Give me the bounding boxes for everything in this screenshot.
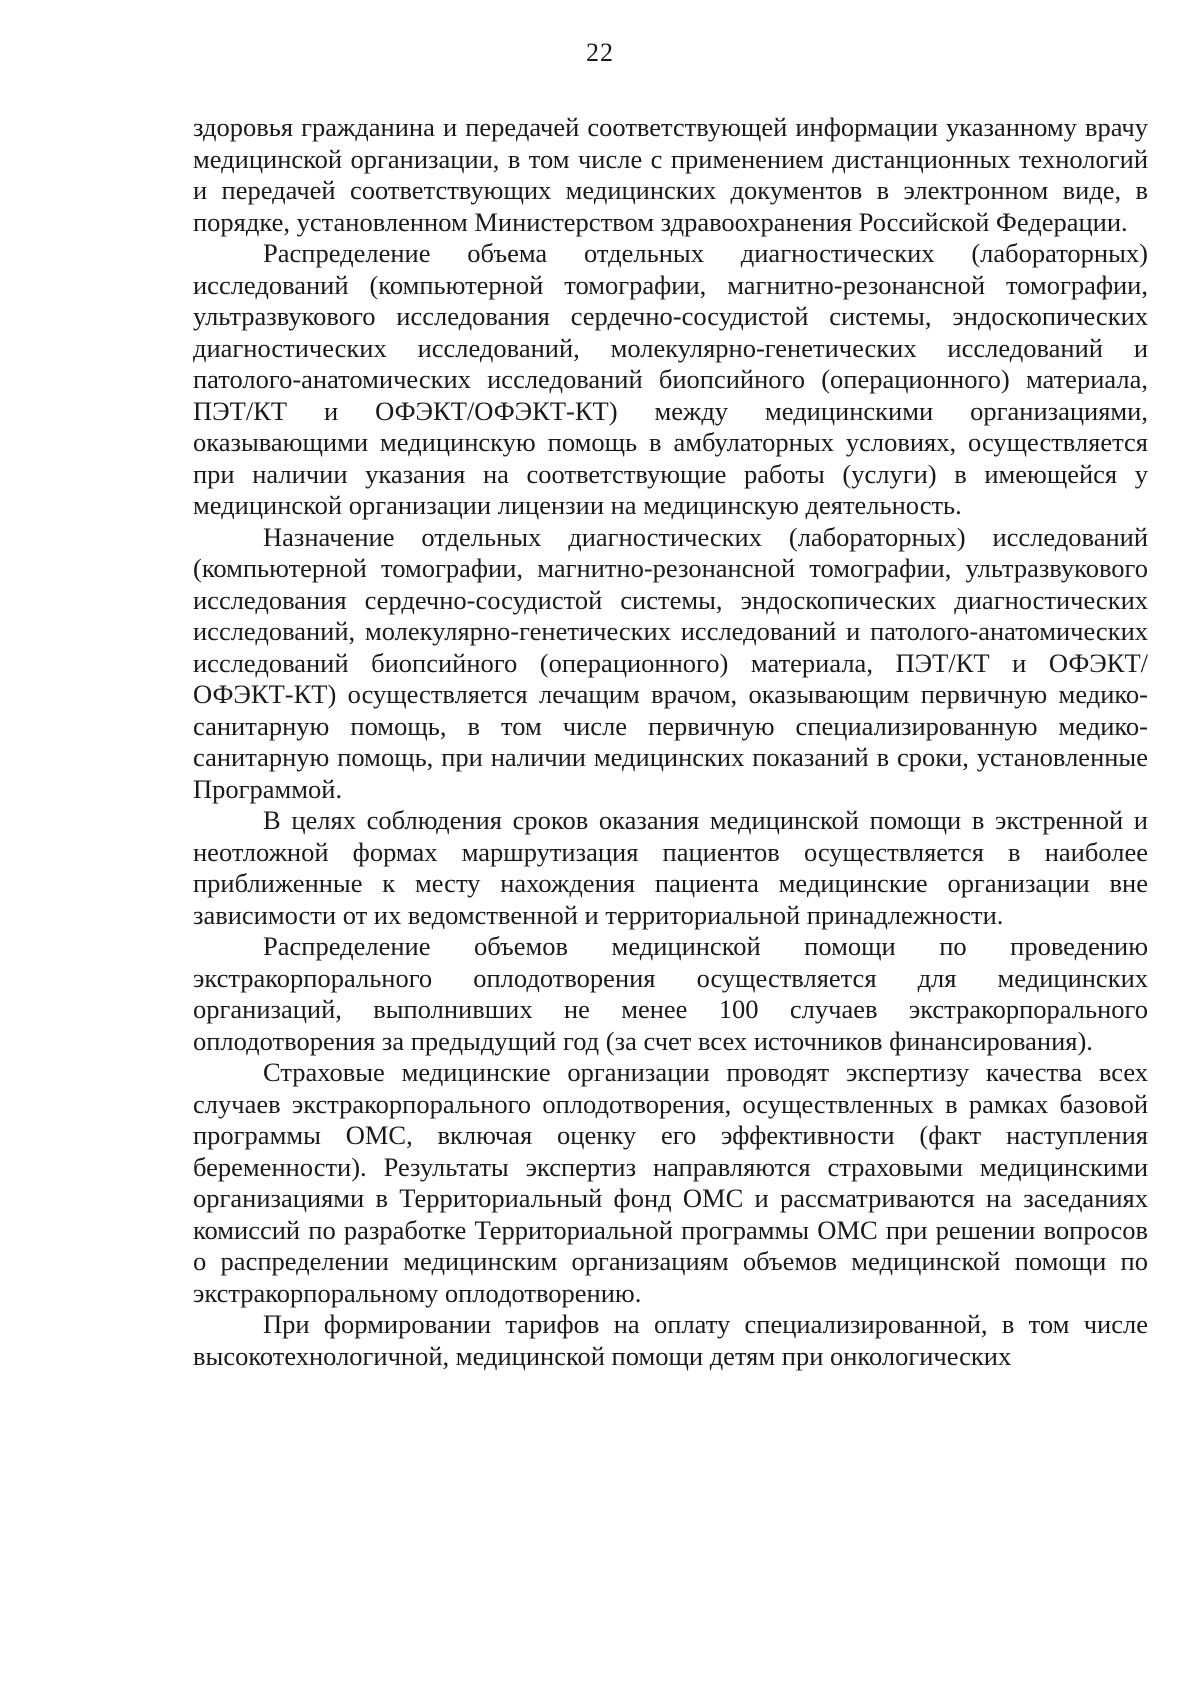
paragraph-1: здоровья гражданина и передачей соответствующей информации указанному врачу медицинской организации, в том числе с применением дистанционных технологий и передачей соответствующих медицинских документов в электронном виде, в порядке, установленном Министерством здравоохранения Российской Федерации.: [193, 112, 1148, 237]
paragraph-5: Распределение объемов медицинской помощи по проведению экстракорпорального оплодотворения осуществляется для медицинских организаций, выполнивших не менее 100 случаев экстракорпорального оплодотворения за предыдущий год (за счет всех источников финансирования).: [193, 931, 1148, 1056]
paragraph-2: Распределение объема отдельных диагностических (лабораторных) исследований (компьютерной томографии, магнитно-резонансной томографии, ультразвукового исследования сердечно-сосудистой системы, эндоскопических диагностических исследований, молекулярно-генетических исследований и патолого-анатомических исследований биопсийного (операционного) материала, ПЭТ/КТ и ОФЭКТ/ОФЭКТ-КТ) между медицинскими организациями, оказывающими медицинскую помощь в амбулаторных условиях, осуществляется при наличии указания на соответствующие работы (услуги) в имеющейся у медицинской организации лицензии на медицинскую деятельность.: [193, 238, 1148, 520]
paragraph-4: В целях соблюдения сроков оказания медицинской помощи в экстренной и неотложной формах маршрутизация пациентов осуществляется в наиболее приближенные к месту нахождения пациента медицинские организации вне зависимости от их ведомственной и территориальной принадлежности.: [193, 805, 1148, 930]
paragraph-3: Назначение отдельных диагностических (лабораторных) исследований (компьютерной томографии, магнитно-резонансной томографии, ультразвукового исследования сердечно-сосудистой системы, эндоскопических диагностических исследований, молекулярно-генетических исследований и патолого-анатомических исследований биопсийного (операционного) материала, ПЭТ/КТ и ОФЭКТ/ОФЭКТ-КТ) осуществляется лечащим врачом, оказывающим первичную медико-санитарную помощь, в том числе первичную специализированную медико-санитарную помощь, при наличии медицинских показаний в сроки, установленные Программой.: [193, 521, 1148, 804]
page-number: 22: [586, 38, 614, 67]
paragraph-6: Страховые медицинские организации проводят экспертизу качества всех случаев экстракорпорального оплодотворения, осуществленных в рамках базовой программы ОМС, включая оценку его эффективности (факт наступления беременности). Результаты экспертиз направляются страховыми медицинскими организациями в Территориальный фонд ОМС и рассматриваются на заседаниях комиссий по разработке Территориальной программы ОМС при решении вопросов о распределении медицинским организациям объемов медицинской помощи по экстракорпоральному оплодотворению.: [193, 1057, 1148, 1308]
document-body: [193, 112, 1148, 1372]
paragraph-7: При формировании тарифов на оплату специализированной, в том числе высокотехнологичной, медицинской помощи детям при онкологических: [193, 1309, 1148, 1371]
